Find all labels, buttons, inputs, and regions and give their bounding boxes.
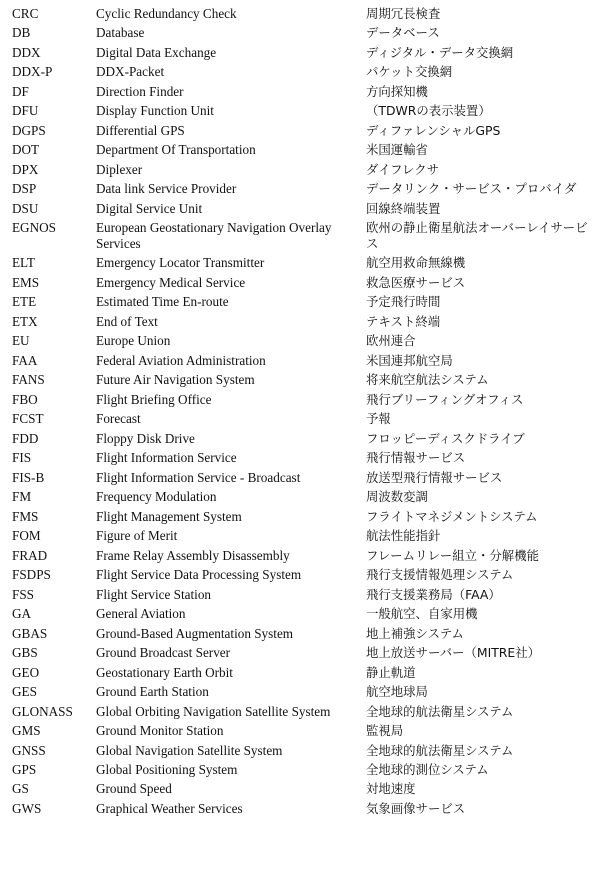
japanese-term: 方向探知機 xyxy=(366,83,428,99)
japanese-term: 対地速度 xyxy=(366,781,416,797)
abbreviation: GBS xyxy=(12,645,38,661)
english-term: Federal Aviation Administration xyxy=(96,352,266,368)
glossary-row xyxy=(0,528,600,544)
abbreviation: FAA xyxy=(12,352,38,368)
abbreviation: DGPS xyxy=(12,122,46,138)
japanese-term: パケット交換網 xyxy=(366,64,453,80)
glossary-row xyxy=(0,781,600,797)
glossary-row xyxy=(0,801,600,817)
japanese-term: ダイフレクサ xyxy=(366,161,439,177)
glossary-row xyxy=(0,489,600,505)
japanese-term: 航法性能指針 xyxy=(366,528,441,544)
glossary-row xyxy=(0,25,600,41)
japanese-term: 米国連邦航空局 xyxy=(366,352,453,368)
abbreviation: ELT xyxy=(12,255,35,271)
glossary-row xyxy=(0,123,600,139)
japanese-term: 飛行支援業務局（FAA） xyxy=(366,586,501,602)
abbreviation: DPX xyxy=(12,161,39,177)
english-term: Ground Monitor Station xyxy=(96,723,224,739)
abbreviation: FSDPS xyxy=(12,567,51,583)
english-term: Diplexer xyxy=(96,161,143,177)
japanese-term: 航空用救命無線機 xyxy=(366,255,466,271)
abbreviation: DB xyxy=(12,25,31,41)
glossary-row xyxy=(0,255,600,271)
glossary-row xyxy=(0,142,600,158)
abbreviation: CRC xyxy=(12,6,39,21)
abbreviation: GA xyxy=(12,606,32,622)
japanese-term: データベース xyxy=(366,25,440,41)
japanese-term: 欧州の静止衛星航法オーバーレイサービス xyxy=(366,220,588,251)
abbreviation: EMS xyxy=(12,274,40,290)
abbreviation: ETX xyxy=(12,313,38,329)
japanese-term: 回線終端装置 xyxy=(366,200,441,216)
english-term: Department Of Transportation xyxy=(96,142,256,158)
english-term: Europe Union xyxy=(96,333,171,349)
english-term: Emergency Medical Service xyxy=(96,274,246,290)
abbreviation: FIS xyxy=(12,450,32,466)
glossary-row xyxy=(0,353,600,369)
english-term: DDX-Packet xyxy=(96,64,165,80)
glossary-row xyxy=(0,587,600,603)
glossary-row xyxy=(0,45,600,61)
japanese-term: 放送型飛行情報サービス xyxy=(366,469,503,485)
glossary-row xyxy=(0,606,600,622)
glossary-row xyxy=(0,431,600,447)
english-term: Forecast xyxy=(96,411,141,427)
english-term: Ground Broadcast Server xyxy=(96,645,231,661)
english-term: Graphical Weather Services xyxy=(96,800,243,816)
english-term: Flight Management System xyxy=(96,508,242,524)
abbreviation: GEO xyxy=(12,664,40,680)
english-term: General Aviation xyxy=(96,606,186,622)
english-term: Ground Earth Station xyxy=(96,684,209,700)
japanese-term: ディジタル・データ交換網 xyxy=(366,44,514,60)
glossary-row xyxy=(0,567,600,583)
abbreviation: GWS xyxy=(12,800,42,816)
abbreviation: EGNOS xyxy=(12,220,56,236)
abbreviation: DFU xyxy=(12,103,39,119)
abbreviation: GS xyxy=(12,781,29,797)
japanese-term: 周期冗長検査 xyxy=(366,6,441,21)
english-term: Figure of Merit xyxy=(96,528,178,544)
abbreviation: FMS xyxy=(12,508,39,524)
english-term: End of Text xyxy=(96,313,158,329)
abbreviation: DF xyxy=(12,83,29,99)
glossary-row xyxy=(0,6,600,22)
glossary-row xyxy=(0,103,600,119)
abbreviation: FM xyxy=(12,489,32,505)
glossary-row xyxy=(0,84,600,100)
english-term: Direction Finder xyxy=(96,83,184,99)
japanese-term: 全地球的測位システム xyxy=(366,762,489,777)
japanese-term: 救急医療サービス xyxy=(366,274,466,290)
abbreviation: FOM xyxy=(12,528,41,544)
english-term: Flight Information Service - Broadcast xyxy=(96,469,301,485)
english-term: Geostationary Earth Orbit xyxy=(96,664,233,680)
glossary-row xyxy=(0,294,600,310)
japanese-term: 予報 xyxy=(366,411,391,427)
english-term: Flight Service Station xyxy=(96,586,212,602)
japanese-term: （TDWRの表示装置） xyxy=(366,103,491,119)
glossary-row xyxy=(0,665,600,681)
english-term: Database xyxy=(96,25,145,41)
glossary-row xyxy=(0,372,600,388)
japanese-term: 航空地球局 xyxy=(366,684,428,700)
glossary-row xyxy=(0,450,600,466)
japanese-term: テキスト終端 xyxy=(366,313,441,329)
glossary-row xyxy=(0,392,600,408)
english-term: Ground-Based Augmentation System xyxy=(96,625,294,641)
english-term: Cyclic Redundancy Check xyxy=(96,6,237,21)
japanese-term: 欧州連合 xyxy=(366,333,416,349)
english-term: Global Positioning System xyxy=(96,762,238,777)
english-term: Frequency Modulation xyxy=(96,489,217,505)
japanese-term: 気象画像サービス xyxy=(366,800,466,816)
abbreviation: DSU xyxy=(12,200,39,216)
abbreviation: DDX-P xyxy=(12,64,53,80)
english-term: Flight Briefing Office xyxy=(96,391,212,407)
glossary-row xyxy=(0,333,600,349)
glossary-row xyxy=(0,704,600,720)
abbreviation: ETE xyxy=(12,294,37,310)
japanese-term: 静止軌道 xyxy=(366,664,416,680)
japanese-term: 一般航空、自家用機 xyxy=(366,606,478,622)
english-term: Global Navigation Satellite System xyxy=(96,742,283,758)
glossary-row xyxy=(0,626,600,642)
japanese-term: 将来航空航法システム xyxy=(366,372,489,388)
abbreviation: DDX xyxy=(12,44,41,60)
english-term: Global Orbiting Navigation Satellite System xyxy=(96,703,331,719)
glossary-row xyxy=(0,723,600,739)
glossary-list xyxy=(0,6,600,820)
glossary-row xyxy=(0,645,600,661)
glossary-row xyxy=(0,743,600,759)
japanese-term: 地上放送サーバー（MITRE社） xyxy=(366,645,541,661)
japanese-term: ディファレンシャルGPS xyxy=(366,122,501,138)
japanese-term: 飛行情報サービス xyxy=(366,450,466,466)
japanese-term: 全地球的航法衛星システム xyxy=(366,742,514,758)
glossary-row xyxy=(0,762,600,778)
glossary-row xyxy=(0,314,600,330)
japanese-term: 地上補強システム xyxy=(366,625,464,641)
english-term: Frame Relay Assembly Disassembly xyxy=(96,547,290,563)
glossary-row xyxy=(0,411,600,427)
glossary-row xyxy=(0,684,600,700)
abbreviation: DOT xyxy=(12,142,40,158)
glossary-row xyxy=(0,181,600,197)
japanese-term: 監視局 xyxy=(366,723,404,739)
abbreviation: GBAS xyxy=(12,625,48,641)
abbreviation: GNSS xyxy=(12,742,46,758)
glossary-row xyxy=(0,275,600,291)
japanese-term: 飛行ブリーフィングオフィス xyxy=(366,391,524,407)
abbreviation: GLONASS xyxy=(12,703,73,719)
glossary-row xyxy=(0,509,600,525)
abbreviation: FBO xyxy=(12,391,38,407)
english-term: European Geostationary Navigation Overlay Services xyxy=(96,220,332,251)
japanese-term: フレームリレー組立・分解機能 xyxy=(366,547,539,563)
english-term: Estimated Time En-route xyxy=(96,294,229,310)
japanese-term: 周波数変調 xyxy=(366,489,428,505)
abbreviation: GMS xyxy=(12,723,41,739)
japanese-term: フロッピーディスクドライブ xyxy=(366,430,525,446)
abbreviation: FCST xyxy=(12,411,44,427)
abbreviation: FSS xyxy=(12,586,35,602)
glossary-row xyxy=(0,470,600,486)
english-term: Differential GPS xyxy=(96,122,185,138)
english-term: Floppy Disk Drive xyxy=(96,430,195,446)
glossary-row xyxy=(0,220,600,251)
english-term: Future Air Navigation System xyxy=(96,372,255,388)
abbreviation: FANS xyxy=(12,372,45,388)
glossary-row xyxy=(0,201,600,217)
english-term: Flight Service Data Processing System xyxy=(96,567,302,583)
english-term: Flight Information Service xyxy=(96,450,237,466)
japanese-term: 飛行支援情報処理システム xyxy=(366,567,514,583)
abbreviation: GES xyxy=(12,684,37,700)
japanese-term: フライトマネジメントシステム xyxy=(366,508,538,524)
english-term: Display Function Unit xyxy=(96,103,214,119)
japanese-term: 全地球的航法衛星システム xyxy=(366,703,514,719)
english-term: Ground Speed xyxy=(96,781,172,797)
abbreviation: DSP xyxy=(12,181,37,197)
english-term: Emergency Locator Transmitter xyxy=(96,255,265,271)
abbreviation: FRAD xyxy=(12,547,48,563)
japanese-term: 米国運輸省 xyxy=(366,142,428,158)
glossary-row xyxy=(0,548,600,564)
japanese-term: 予定飛行時間 xyxy=(366,294,441,310)
abbreviation: FDD xyxy=(12,430,39,446)
english-term: Digital Data Exchange xyxy=(96,44,217,60)
glossary-row xyxy=(0,162,600,178)
english-term: Digital Service Unit xyxy=(96,200,203,216)
abbreviation: FIS-B xyxy=(12,469,45,485)
glossary-row xyxy=(0,64,600,80)
japanese-term: データリンク・サービス・プロバイダ xyxy=(366,181,577,197)
abbreviation: GPS xyxy=(12,762,37,777)
abbreviation: EU xyxy=(12,333,30,349)
english-term: Data link Service Provider xyxy=(96,181,237,197)
